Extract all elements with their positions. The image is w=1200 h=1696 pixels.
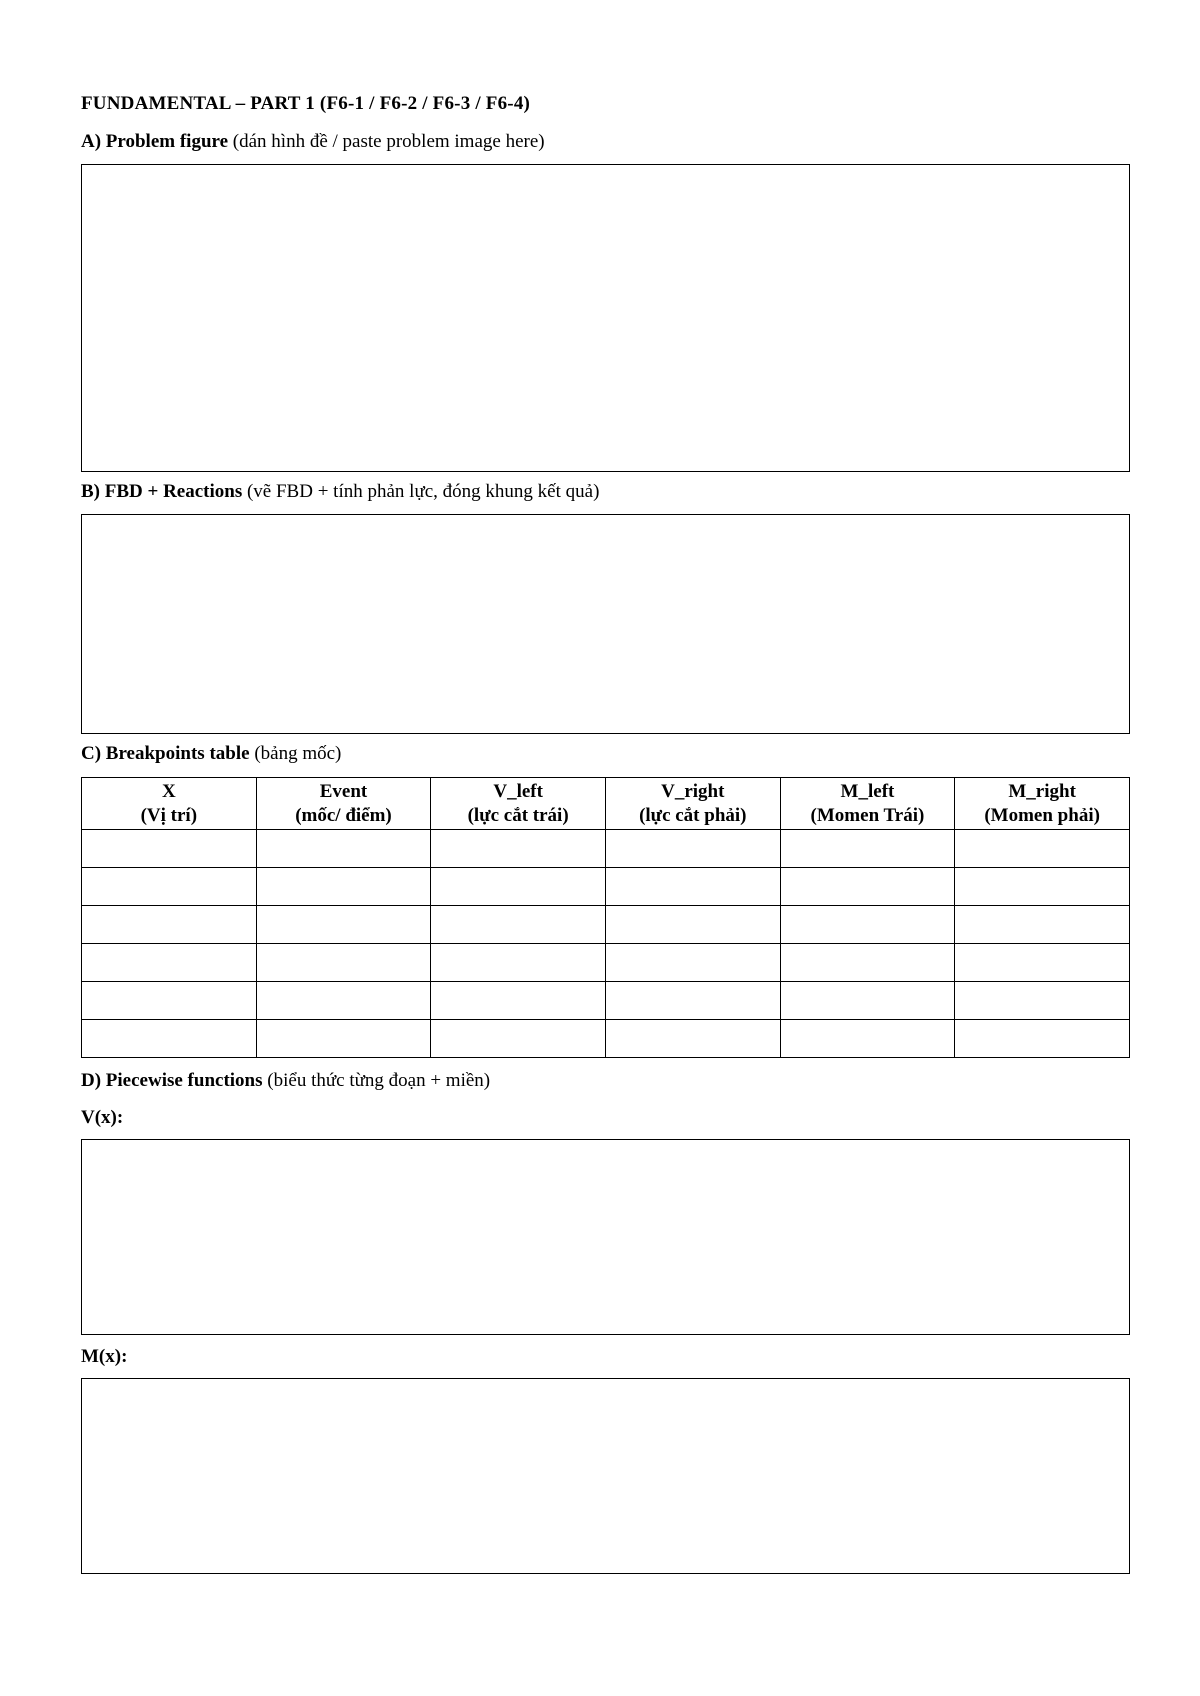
m-of-x-label: M(x): [81, 1346, 128, 1367]
table-cell[interactable] [780, 944, 955, 982]
table-cell[interactable] [431, 830, 606, 868]
table-cell[interactable] [955, 906, 1130, 944]
table-cell[interactable] [605, 830, 780, 868]
page-title: FUNDAMENTAL – PART 1 (F6-1 / F6-2 / F6-3 / F6-4) [81, 93, 531, 114]
table-cell[interactable] [780, 906, 955, 944]
column-header-v-left: V_left (lực cắt trái) [431, 778, 606, 830]
table-cell[interactable] [256, 868, 431, 906]
breakpoints-table [81, 777, 1130, 1058]
table-cell[interactable] [256, 830, 431, 868]
table-cell[interactable] [780, 1020, 955, 1058]
table-cell[interactable] [256, 1020, 431, 1058]
table-cell[interactable] [780, 982, 955, 1020]
table-cell[interactable] [955, 944, 1130, 982]
table-row [82, 868, 1130, 906]
table-cell[interactable] [431, 982, 606, 1020]
v-of-x-label: V(x): [81, 1107, 124, 1128]
table-cell[interactable] [256, 982, 431, 1020]
table-cell[interactable] [431, 906, 606, 944]
table-row [82, 830, 1130, 868]
column-header-x: X (Vị trí) [82, 778, 257, 830]
table-cell[interactable] [955, 982, 1130, 1020]
section-c-label [81, 743, 341, 765]
table-cell[interactable] [780, 868, 955, 906]
table-row [82, 906, 1130, 944]
fbd-reactions-box[interactable] [81, 514, 1130, 734]
table-cell[interactable] [82, 944, 257, 982]
table-cell[interactable] [605, 982, 780, 1020]
column-header-m-right: M_right (Momen phải) [955, 778, 1130, 830]
table-cell[interactable] [82, 830, 257, 868]
table-cell[interactable] [82, 906, 257, 944]
table-cell[interactable] [82, 868, 257, 906]
breakpoints-header-row [82, 778, 1130, 830]
table-cell[interactable] [605, 1020, 780, 1058]
table-cell[interactable] [955, 830, 1130, 868]
column-header-m-left: M_left (Momen Trái) [780, 778, 955, 830]
problem-figure-box[interactable] [81, 164, 1130, 472]
section-b-label [81, 481, 599, 503]
table-cell[interactable] [955, 868, 1130, 906]
table-cell[interactable] [82, 982, 257, 1020]
section-a-note: (dán hình đề / paste problem image here) [228, 131, 545, 152]
table-cell[interactable] [256, 906, 431, 944]
table-row [82, 944, 1130, 982]
table-cell[interactable] [431, 944, 606, 982]
table-cell[interactable] [605, 944, 780, 982]
v-of-x-box[interactable] [81, 1139, 1130, 1335]
section-c-title: C) Breakpoints table [81, 743, 250, 764]
column-header-event: Event (mốc/ điểm) [256, 778, 431, 830]
section-d-title: D) Piecewise functions [81, 1070, 263, 1091]
table-cell[interactable] [605, 906, 780, 944]
section-b-note: (vẽ FBD + tính phản lực, đóng khung kết quả) [242, 481, 600, 502]
table-cell[interactable] [256, 944, 431, 982]
table-row [82, 982, 1130, 1020]
table-cell[interactable] [605, 868, 780, 906]
section-b-title: B) FBD + Reactions [81, 481, 243, 502]
section-a-title: A) Problem figure [81, 131, 229, 152]
section-c-note: (bảng mốc) [249, 743, 342, 764]
table-cell[interactable] [82, 1020, 257, 1058]
column-header-v-right: V_right (lực cắt phải) [605, 778, 780, 830]
section-a-label [81, 131, 545, 153]
section-d-note: (biểu thức từng đoạn + miền) [262, 1070, 491, 1091]
m-of-x-box[interactable] [81, 1378, 1130, 1574]
section-d-label [81, 1070, 490, 1092]
table-row [82, 1020, 1130, 1058]
table-cell[interactable] [431, 868, 606, 906]
table-cell[interactable] [955, 1020, 1130, 1058]
table-cell[interactable] [431, 1020, 606, 1058]
table-cell[interactable] [780, 830, 955, 868]
